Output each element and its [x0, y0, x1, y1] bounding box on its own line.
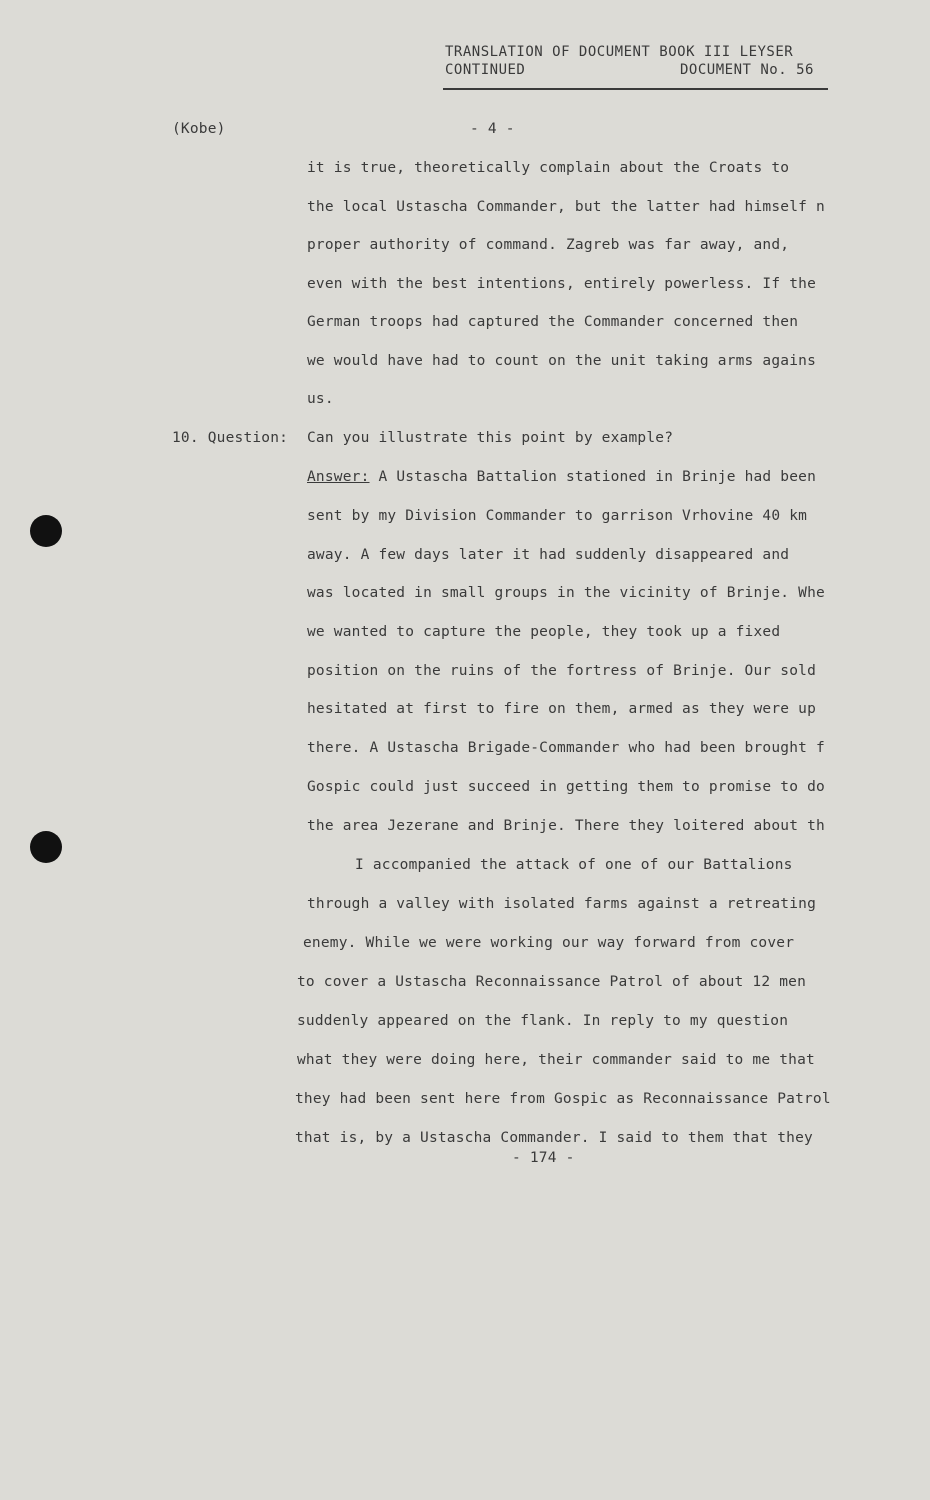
answer-first-line-text: A Ustascha Battalion stationed in Brinje had been [378, 469, 817, 485]
answer-line: sent by my Division Commander to garrison Vrhovine 40 km [307, 508, 808, 524]
page-marker: - 4 - [470, 121, 515, 137]
answer-line: position on the ruins of the fortress of Brinje. Our sold [307, 663, 816, 679]
paragraph-line: they had been sent here from Gospic as Reconnaissance Patrol [295, 1091, 831, 1107]
paragraph-line: I accompanied the attack of one of our Battalions [355, 857, 793, 873]
paragraph-line: we would have had to count on the unit taking arms agains [307, 353, 816, 369]
paragraph-line: that is, by a Ustascha Commander. I said to them that they [295, 1130, 813, 1146]
question-label: 10. Question: [172, 430, 289, 446]
footer-page-number: - 174 - [512, 1150, 575, 1166]
answer-line: was located in small groups in the vicinity of Brinje. Whe [307, 585, 825, 601]
paragraph-line: it is true, theoretically complain about the Croats to [307, 160, 790, 176]
answer-line: the area Jezerane and Brinje. There they loitered about th [307, 818, 825, 834]
paragraph-line: to cover a Ustascha Reconnaissance Patrol of about 12 men [297, 974, 806, 990]
paragraph-line: enemy. While we were working our way forward from cover [303, 935, 795, 951]
header-rule [443, 88, 828, 90]
witness-name: (Kobe) [172, 121, 226, 137]
paragraph-line: suddenly appeared on the flank. In reply to my question [297, 1013, 789, 1029]
answer-label: Answer: [307, 469, 370, 485]
answer-line: we wanted to capture the people, they took up a fixed [307, 624, 781, 640]
punch-hole-bottom [30, 831, 62, 863]
answer-line: there. A Ustascha Brigade-Commander who had been brought f [307, 740, 825, 756]
paragraph-line: even with the best intentions, entirely powerless. If the [307, 276, 816, 292]
header-continued: CONTINUED [445, 62, 526, 78]
punch-hole-top [30, 515, 62, 547]
paragraph-line: through a valley with isolated farms against a retreating [307, 896, 816, 912]
header-title: TRANSLATION OF DOCUMENT BOOK III LEYSER [445, 44, 794, 60]
paragraph-line: us. [307, 391, 334, 407]
paragraph-line: German troops had captured the Commander concerned then [307, 314, 799, 330]
paragraph-line: proper authority of command. Zagreb was far away, and, [307, 237, 790, 253]
answer-line: away. A few days later it had suddenly disappeared and [307, 547, 790, 563]
paragraph-line: what they were doing here, their commander said to me that [297, 1052, 815, 1068]
answer-line: hesitated at first to fire on them, armed as they were up [307, 701, 816, 717]
answer-first-line [307, 468, 816, 486]
answer-line: Gospic could just succeed in getting them to promise to do [307, 779, 825, 795]
question-text: Can you illustrate this point by example? [307, 430, 674, 446]
header-document-number: DOCUMENT No. 56 [680, 62, 814, 78]
paragraph-line: the local Ustascha Commander, but the latter had himself n [307, 199, 825, 215]
